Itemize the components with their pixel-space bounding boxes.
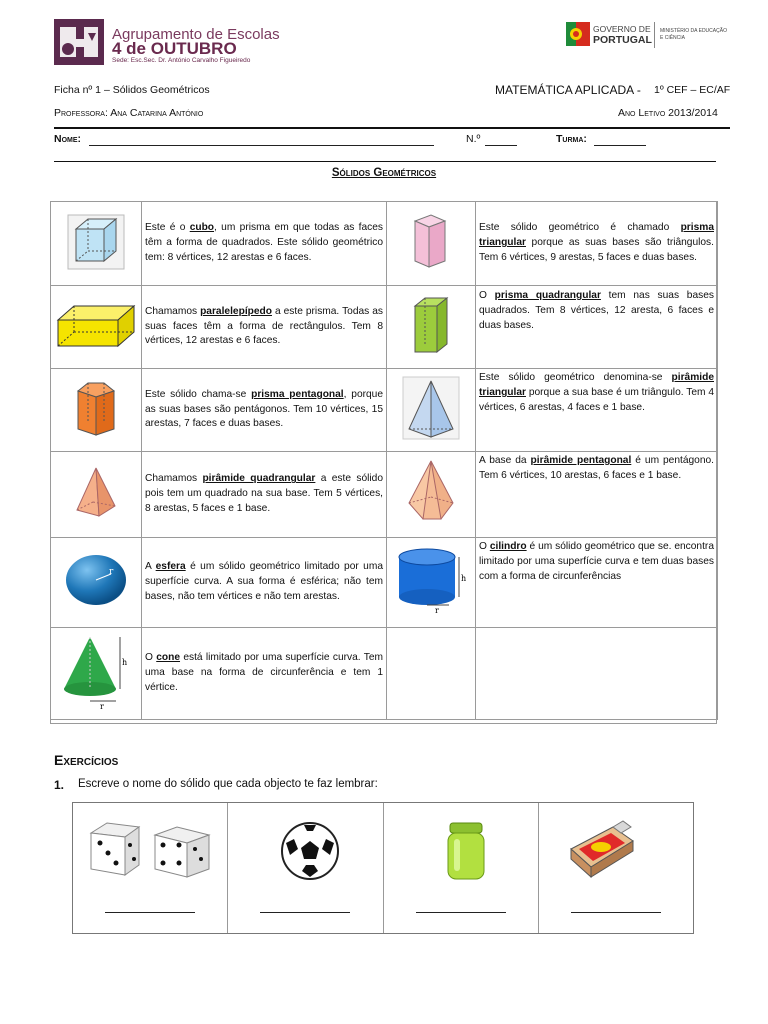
svg-text:r: r bbox=[435, 606, 439, 615]
gov-divider bbox=[654, 22, 655, 48]
name-field[interactable] bbox=[89, 145, 434, 146]
exercise-cell-jar bbox=[384, 803, 539, 933]
cuboid-cell bbox=[51, 286, 142, 369]
number-field[interactable] bbox=[485, 145, 517, 146]
pentagonal-prism-icon bbox=[74, 377, 118, 439]
triangular-prism-icon bbox=[411, 211, 451, 271]
sphere-cell bbox=[51, 538, 142, 628]
pentagonal-prism-text: Este sólido chama-se prisma pentagonal, porque as suas bases são pentágonos. Tem 10 vértices, 15 arestas, 7 faces e duas bases. bbox=[142, 369, 387, 452]
cuboid-icon bbox=[54, 300, 138, 350]
question-1-number: 1. bbox=[54, 778, 65, 792]
square-pyramid-text: Chamamos pirâmide quadrangular a este sólido pois tem um quadrado na sua base. Tem 5 vértices, 8 arestas, 5 faces e 1 base. bbox=[142, 452, 387, 538]
empty-cell-image bbox=[387, 628, 476, 720]
page-title: Sólidos Geométricos bbox=[331, 167, 437, 179]
ministry-line1: MINISTÉRIO DA EDUCAÇÃO bbox=[660, 28, 727, 34]
svg-text:h: h bbox=[461, 574, 467, 583]
square-prism-cell bbox=[387, 286, 476, 369]
square-prism-text: O prisma quadrangular tem nas suas bases quadrados. Tem 8 vértices, 12 aresta, 6 faces e duas bases. bbox=[476, 286, 718, 369]
cube-cell bbox=[51, 202, 142, 286]
solids-table bbox=[50, 201, 718, 720]
triangular-pyramid-cell bbox=[387, 369, 476, 452]
gov-line1: GOVERNO DE bbox=[593, 24, 651, 34]
dice-icon bbox=[85, 819, 225, 889]
gov-line2: PORTUGAL bbox=[593, 34, 652, 46]
cuboid-text: Chamamos paralelepípedo a este prisma. Todas as suas faces têm a forma de rectângulos. Tem 8 vértices, 12 arestas e 6 faces. bbox=[142, 286, 387, 369]
ministry-line2: E CIÊNCIA bbox=[660, 35, 686, 41]
empty-cell-text bbox=[476, 628, 718, 720]
cylinder-cell bbox=[387, 538, 476, 628]
school-name-line1: Agrupamento de Escolas bbox=[112, 26, 280, 43]
square-pyramid-icon bbox=[71, 464, 121, 520]
school-logo bbox=[54, 19, 104, 65]
turma-label: Turma: bbox=[556, 133, 587, 145]
svg-text:h: h bbox=[122, 658, 128, 667]
course: 1º CEF – EC/AF bbox=[654, 84, 731, 96]
cylinder-text: O cilindro é um sólido geométrico que se. encontra limitado por uma superfície curva e tem duas bases com a forma de circunferências bbox=[476, 538, 718, 628]
exercise-answer-table bbox=[72, 802, 694, 934]
teacher: Professora: Ana Catarina António bbox=[54, 107, 204, 119]
answer-line-4[interactable] bbox=[571, 912, 661, 913]
school-logo-icon bbox=[54, 19, 104, 65]
cone-text: O cone está limitado por uma superfície curva. Tem uma base na forma de circunferência e tem 1 vértice. bbox=[142, 628, 387, 720]
answer-line-2[interactable] bbox=[260, 912, 350, 913]
cone-icon bbox=[60, 631, 132, 711]
header-rule bbox=[54, 127, 730, 129]
answer-line-3[interactable] bbox=[416, 912, 506, 913]
triangular-pyramid-text: Este sólido geométrico denomina-se pirâmide triangular porque a sua base é um triângulo. Tem 4 vértices, 6 arestas, 4 faces e 1 base. bbox=[476, 369, 718, 452]
ficha-title: Ficha nº 1 – Sólidos Geométricos bbox=[54, 84, 210, 96]
answer-line-1[interactable] bbox=[105, 912, 195, 913]
cube-icon bbox=[66, 211, 126, 271]
exercise-cell-dice bbox=[73, 803, 228, 933]
gov-logo bbox=[566, 22, 590, 46]
cube-text: Este é o cubo, um prisma em que todas as faces têm a forma de quadrados. Este sólido geométrico tem: 8 vértices, 12 arestas e 6 faces. bbox=[142, 202, 387, 286]
pentagonal-pyramid-cell bbox=[387, 452, 476, 538]
question-1-text: Escreve o nome do sólido que cada objecto te faz lembrar: bbox=[78, 778, 378, 790]
school-year: Ano Letivo 2013/2014 bbox=[618, 107, 718, 119]
pentagonal-pyramid-icon bbox=[405, 457, 457, 527]
soccer-ball-icon bbox=[280, 821, 340, 881]
svg-text:r: r bbox=[109, 567, 114, 577]
subject: MATEMÁTICA APLICADA - bbox=[495, 83, 641, 97]
pentagonal-pyramid-text: A base da pirâmide pentagonal é um pentágono. Tem 6 vértices, 10 arestas, 6 faces e 1 base. bbox=[476, 452, 718, 538]
exercises-title: Exercícios bbox=[54, 752, 119, 768]
square-pyramid-cell bbox=[51, 452, 142, 538]
name-label: Nome: bbox=[54, 133, 82, 145]
matchbox-icon bbox=[567, 819, 637, 881]
number-label: N.º bbox=[466, 133, 481, 145]
svg-text:r: r bbox=[100, 702, 104, 711]
cone-cell bbox=[51, 628, 142, 720]
exercise-cell-ball bbox=[228, 803, 383, 933]
turma-field[interactable] bbox=[594, 145, 646, 146]
school-name-line2: 4 de OUTUBRO bbox=[112, 39, 237, 58]
sphere-icon bbox=[63, 552, 129, 608]
triangular-prism-cell bbox=[387, 202, 476, 286]
exercise-cell-matchbox bbox=[539, 803, 693, 933]
triangular-pyramid-icon bbox=[401, 375, 461, 441]
header-rule-2 bbox=[54, 161, 716, 162]
sphere-text: A esfera é um sólido geométrico limitado por uma superfície curva. A sua forma é esférica; não tem bases, não tem vértices e não tem arestas. bbox=[142, 538, 387, 628]
jar-icon bbox=[444, 821, 488, 883]
school-name-line3: Sede: Esc.Sec. Dr. António Carvalho Figueiredo bbox=[112, 57, 251, 64]
pentagonal-prism-cell bbox=[51, 369, 142, 452]
portugal-shield-icon bbox=[566, 22, 590, 46]
square-prism-icon bbox=[411, 294, 451, 356]
cylinder-icon bbox=[391, 545, 471, 615]
triangular-prism-text: Este sólido geométrico é chamado prisma triangular porque as suas bases são triângulos. Tem 6 vértices, 9 arestas, 5 faces e duas bases. bbox=[476, 202, 718, 286]
